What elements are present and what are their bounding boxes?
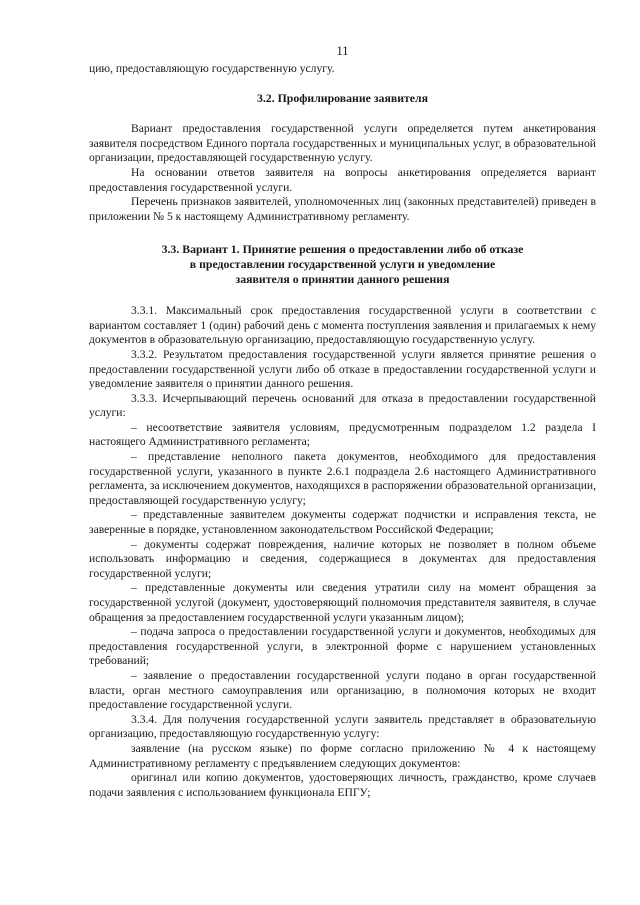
refusal-ground-item: – представленные документы или сведения утратили силу на момент обращения за государственной услугой (документ, удостоверяющий полномочия представителя заявителя, в случае обращения за предоставлением государственной услуги указанным лицом); bbox=[89, 581, 596, 624]
section-3-3-title-line: в предоставлении государственной услуги и уведомление bbox=[189, 256, 496, 271]
refusal-ground-item: – подача запроса о предоставлении государственной услуги и документов, необходимых для предоставления государственной услуги, в электронной форме с нарушением установленных требований; bbox=[89, 625, 596, 668]
paragraph-3-3-4: 3.3.4. Для получения государственной услуги заявитель представляет в образовательную организацию, предоставляющую государственную услугу: bbox=[89, 712, 596, 741]
page-number: 11 bbox=[336, 44, 349, 58]
original-documents-paragraph: оригинал или копию документов, удостоверяющих личность, гражданство, кроме случаев подачи заявления с использованием функционала ЕПГУ; bbox=[89, 771, 596, 799]
application-paragraph: заявление (на русском языке) по форме согласно приложению № 4 к настоящему Административному регламенту с предъявлением следующих документов: bbox=[89, 741, 596, 770]
section-3-2-paragraph: На основании ответов заявителя на вопросы анкетирования определяется вариант предоставления государственной услуги. bbox=[89, 165, 596, 194]
paragraph-3-3-1: 3.3.1. Максимальный срок предоставления государственной услуги в соответствии с вариантом составляет 1 (один) рабочий день с момента поступления заявления и прилагаемых к нему документов в образовательную организацию, предоставляющую государственную услугу. bbox=[89, 304, 596, 347]
section-3-3-title-line: 3.3. Вариант 1. Принятие решения о предоставлении либо об отказе bbox=[161, 242, 524, 257]
refusal-ground-item: – представленные заявителем документы содержат подчистки и исправления текста, не заверенные в порядке, установленном законодательством Российской Федерации; bbox=[89, 508, 596, 537]
paragraph-3-3-2: 3.3.2. Результатом предоставления государственной услуги является принятие решения о предоставлении государственной услуги либо об отказе в предоставлении государственной услуги и уведомление заявителя о принятии данного решения. bbox=[89, 347, 596, 391]
refusal-ground-item: – документы содержат повреждения, наличие которых не позволяет в полном объеме использовать информацию и сведения, содержащиеся в документах для предоставления государственной услуги; bbox=[89, 537, 596, 580]
refusal-ground-item: – заявление о предоставлении государственной услуги подано в орган государственной власти, орган местного самоуправления или организацию, в полномочия которых не входит предоставление государственной услуги. bbox=[89, 668, 596, 712]
section-3-3-title-line: заявителя о принятии данного решения bbox=[235, 271, 450, 286]
refusal-ground-item: – несоответствие заявителя условиям, предусмотренным подразделом 1.2 раздела I настоящего Административного регламента; bbox=[89, 420, 596, 449]
section-3-2-title: 3.2. Профилирование заявителя bbox=[256, 90, 429, 105]
section-3-2-paragraph: Вариант предоставления государственной услуги определяется путем анкетирования заявителя посредством Единого портала государственных и муниципальных услуг, в образовательной организации, предоставляющей государственную услугу. bbox=[89, 122, 596, 165]
section-3-3-title bbox=[89, 242, 596, 286]
section-3-2-paragraph: Перечень признаков заявителей, уполномоченных лиц (законных представителей) приведен в приложении № 5 к настоящему Административному регламенту. bbox=[89, 195, 596, 223]
intro-fragment: цию, предоставляющую государственную услугу. bbox=[89, 62, 335, 75]
paragraph-3-3-3: 3.3.3. Исчерпывающий перечень оснований для отказа в предоставлении государственной услуги: bbox=[89, 391, 596, 420]
refusal-ground-item: – представление неполного пакета документов, необходимого для предоставления государственной услуги, указанного в пункте 2.6.1 подраздела 2.6 настоящего Административного регламента, за исключением документов, находящихся в распоряжении образовательной организации, предоставляющей государственную услугу; bbox=[89, 450, 596, 507]
